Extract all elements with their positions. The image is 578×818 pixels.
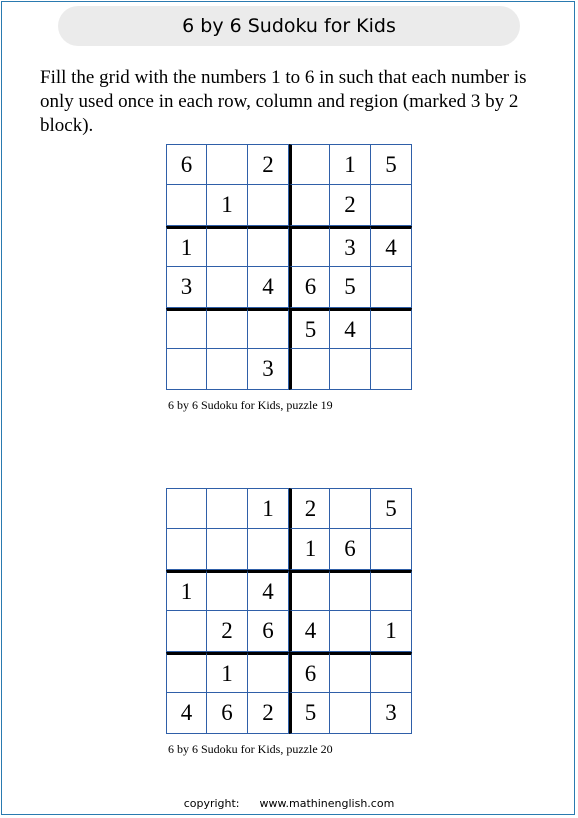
sudoku-cell[interactable] bbox=[330, 349, 371, 390]
sudoku-cell[interactable]: 4 bbox=[166, 693, 207, 734]
sudoku-cell[interactable] bbox=[371, 570, 412, 611]
sudoku-cell[interactable] bbox=[248, 652, 289, 693]
sudoku-cell[interactable]: 1 bbox=[166, 570, 207, 611]
sudoku-cell[interactable] bbox=[330, 611, 371, 652]
sudoku-cell[interactable] bbox=[371, 308, 412, 349]
instructions-text: Fill the grid with the numbers 1 to 6 in such that each number is only used once in each row, column and region (marked 3 by 2 block). bbox=[40, 67, 527, 136]
sudoku-cell[interactable] bbox=[207, 488, 248, 529]
sudoku-cell[interactable]: 2 bbox=[248, 144, 289, 185]
sudoku-cell[interactable]: 6 bbox=[166, 144, 207, 185]
sudoku-cell[interactable] bbox=[289, 185, 330, 226]
sudoku-cell[interactable] bbox=[248, 185, 289, 226]
sudoku-cell[interactable] bbox=[207, 308, 248, 349]
sudoku-cell[interactable] bbox=[207, 349, 248, 390]
sudoku-cell[interactable] bbox=[330, 652, 371, 693]
sudoku-grid-puzzle-20 bbox=[166, 488, 412, 734]
sudoku-cell[interactable]: 2 bbox=[207, 611, 248, 652]
sudoku-cell[interactable]: 1 bbox=[207, 185, 248, 226]
sudoku-cell[interactable]: 6 bbox=[330, 529, 371, 570]
sudoku-cell[interactable] bbox=[166, 185, 207, 226]
sudoku-cell[interactable] bbox=[207, 529, 248, 570]
sudoku-cell[interactable] bbox=[289, 144, 330, 185]
sudoku-cell[interactable] bbox=[248, 226, 289, 267]
sudoku-cell[interactable]: 1 bbox=[207, 652, 248, 693]
sudoku-cell[interactable]: 5 bbox=[371, 144, 412, 185]
sudoku-cell[interactable]: 5 bbox=[330, 267, 371, 308]
sudoku-cell[interactable] bbox=[166, 611, 207, 652]
sudoku-cell[interactable]: 4 bbox=[289, 611, 330, 652]
copyright-site-link[interactable]: www.mathinenglish.com bbox=[259, 797, 395, 810]
sudoku-cell[interactable]: 4 bbox=[371, 226, 412, 267]
sudoku-cell[interactable]: 1 bbox=[289, 529, 330, 570]
sudoku-cell[interactable] bbox=[207, 144, 248, 185]
sudoku-cell[interactable]: 4 bbox=[330, 308, 371, 349]
sudoku-cell[interactable] bbox=[166, 529, 207, 570]
sudoku-cell[interactable]: 3 bbox=[166, 267, 207, 308]
sudoku-cell[interactable] bbox=[248, 529, 289, 570]
copyright-footer bbox=[0, 797, 578, 810]
sudoku-cell[interactable]: 2 bbox=[248, 693, 289, 734]
copyright-label: copyright: bbox=[183, 797, 240, 810]
sudoku-cell[interactable]: 1 bbox=[166, 226, 207, 267]
sudoku-cell[interactable] bbox=[330, 693, 371, 734]
sudoku-cell[interactable] bbox=[166, 308, 207, 349]
sudoku-cell[interactable]: 6 bbox=[289, 267, 330, 308]
sudoku-cell[interactable] bbox=[166, 349, 207, 390]
sudoku-cell[interactable]: 6 bbox=[248, 611, 289, 652]
sudoku-cell[interactable] bbox=[330, 488, 371, 529]
title-banner bbox=[58, 6, 520, 46]
sudoku-cell[interactable] bbox=[289, 226, 330, 267]
sudoku-cell[interactable]: 3 bbox=[330, 226, 371, 267]
sudoku-cell[interactable]: 4 bbox=[248, 267, 289, 308]
sudoku-cell[interactable] bbox=[248, 308, 289, 349]
sudoku-cell[interactable] bbox=[371, 529, 412, 570]
sudoku-cell[interactable]: 6 bbox=[289, 652, 330, 693]
sudoku-grid-puzzle-19 bbox=[166, 144, 412, 390]
sudoku-cell[interactable]: 5 bbox=[289, 693, 330, 734]
sudoku-cell[interactable] bbox=[207, 570, 248, 611]
sudoku-cell[interactable] bbox=[371, 349, 412, 390]
sudoku-cell[interactable] bbox=[207, 226, 248, 267]
page-title: 6 by 6 Sudoku for Kids bbox=[182, 15, 396, 37]
sudoku-cell[interactable]: 1 bbox=[371, 611, 412, 652]
sudoku-cell[interactable] bbox=[371, 185, 412, 226]
sudoku-cell[interactable]: 3 bbox=[371, 693, 412, 734]
sudoku-cell[interactable]: 4 bbox=[248, 570, 289, 611]
sudoku-cell[interactable]: 2 bbox=[330, 185, 371, 226]
sudoku-cell[interactable] bbox=[166, 652, 207, 693]
sudoku-cell[interactable]: 3 bbox=[248, 349, 289, 390]
sudoku-cell[interactable] bbox=[166, 488, 207, 529]
sudoku-cell[interactable]: 1 bbox=[248, 488, 289, 529]
sudoku-cell[interactable]: 1 bbox=[330, 144, 371, 185]
sudoku-cell[interactable]: 6 bbox=[207, 693, 248, 734]
puzzle-caption: 6 by 6 Sudoku for Kids, puzzle 20 bbox=[168, 742, 333, 756]
puzzle-caption: 6 by 6 Sudoku for Kids, puzzle 19 bbox=[168, 398, 333, 412]
sudoku-cell[interactable]: 5 bbox=[289, 308, 330, 349]
sudoku-cell[interactable] bbox=[289, 349, 330, 390]
sudoku-cell[interactable] bbox=[330, 570, 371, 611]
sudoku-cell[interactable]: 5 bbox=[371, 488, 412, 529]
sudoku-cell[interactable] bbox=[371, 652, 412, 693]
sudoku-cell[interactable]: 2 bbox=[289, 488, 330, 529]
sudoku-cell[interactable] bbox=[289, 570, 330, 611]
sudoku-cell[interactable] bbox=[207, 267, 248, 308]
sudoku-cell[interactable] bbox=[371, 267, 412, 308]
